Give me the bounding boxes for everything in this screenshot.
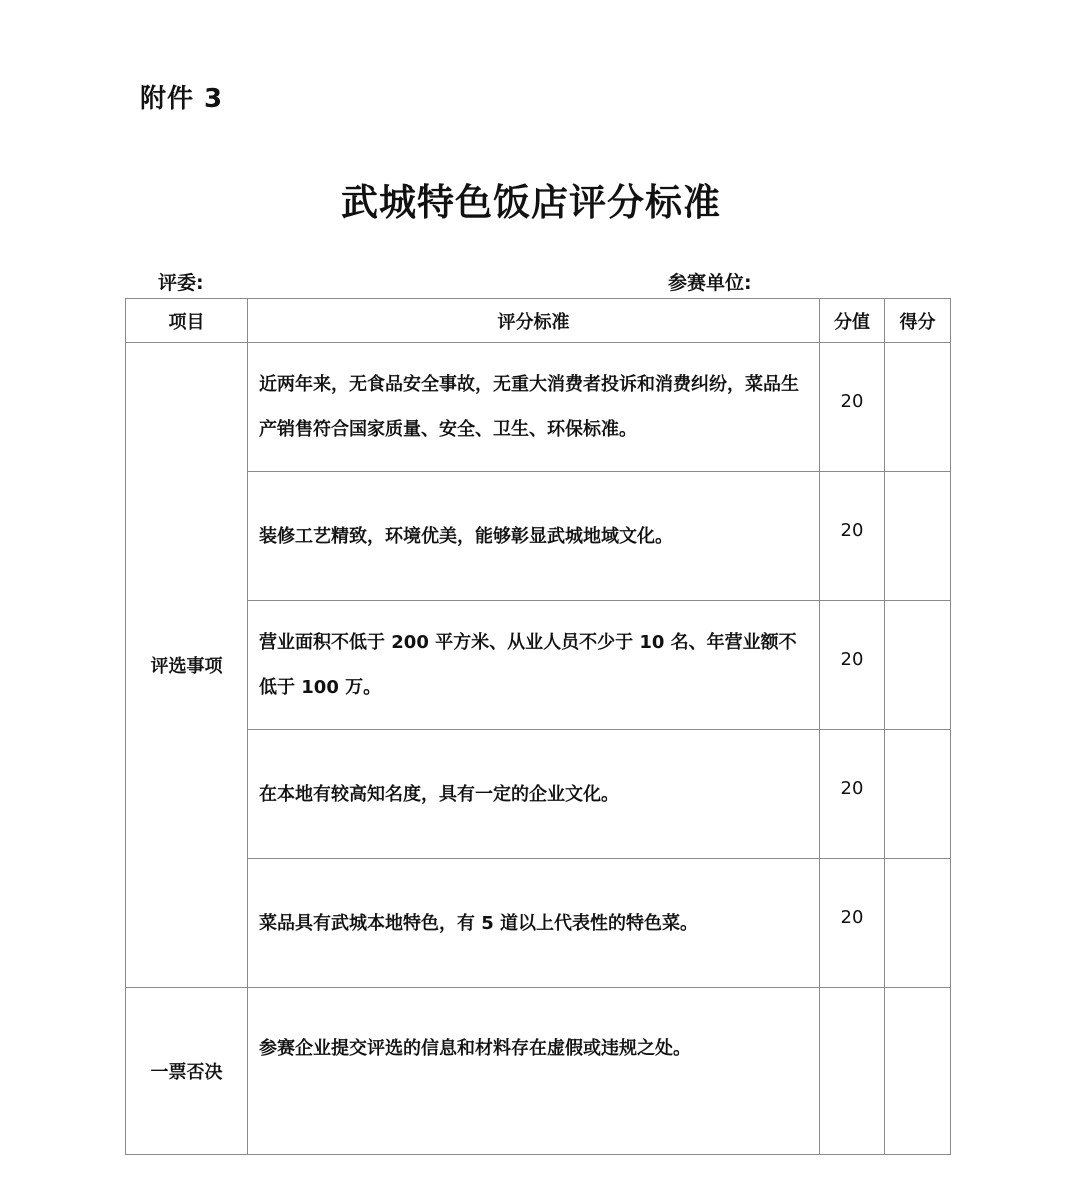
score-cell[interactable]: [885, 859, 951, 988]
table-row: [126, 601, 951, 730]
points-cell: [820, 859, 885, 988]
points-value: 20: [840, 906, 864, 928]
scoring-table: [125, 298, 951, 1155]
table-row: [126, 730, 951, 859]
criteria-cell: 装修工艺精致，环境优美，能够彰显武城地域文化。: [248, 472, 820, 601]
header-score: 得分: [885, 299, 951, 343]
points-value: 20: [840, 390, 864, 412]
score-cell[interactable]: [885, 343, 951, 472]
attachment-label: 附件 3: [140, 84, 224, 114]
criteria-cell: 参赛企业提交评选的信息和材料存在虚假或违规之处。: [248, 988, 820, 1155]
score-cell[interactable]: [885, 601, 951, 730]
points-cell: [820, 988, 885, 1155]
points-cell: [820, 730, 885, 859]
table-row: [126, 859, 951, 988]
unit-label: 参赛单位:: [668, 272, 752, 294]
table-row: [126, 343, 951, 472]
criteria-cell: 在本地有较高知名度，具有一定的企业文化。: [248, 730, 820, 859]
table-row: [126, 472, 951, 601]
header-criteria: 评分标准: [248, 299, 820, 343]
criteria-cell: 菜品具有武城本地特色，有 5 道以上代表性的特色菜。: [248, 859, 820, 988]
table-row: [126, 988, 951, 1155]
criteria-cell: 营业面积不低于 200 平方米、从业人员不少于 10 名、年营业额不低于 100 万。: [248, 601, 820, 730]
points-value: 20: [840, 519, 864, 541]
points-cell: [820, 343, 885, 472]
score-cell[interactable]: [885, 988, 951, 1155]
header-points: 分值: [820, 299, 885, 343]
score-cell[interactable]: [885, 730, 951, 859]
points-value: 20: [840, 648, 864, 670]
criteria-cell: 近两年来，无食品安全事故，无重大消费者投诉和消费纠纷，菜品生产销售符合国家质量、安全、卫生、环保标准。: [248, 343, 820, 472]
document-title: 武城特色饭店评分标准: [341, 181, 721, 224]
score-cell[interactable]: [885, 472, 951, 601]
judge-label: 评委:: [158, 272, 204, 294]
header-item: 项目: [126, 299, 248, 343]
item-veto: 一票否决: [126, 988, 248, 1155]
points-value: 20: [840, 777, 864, 799]
table-header-row: [126, 299, 951, 343]
item-evaluation: 评选事项: [126, 343, 248, 988]
points-cell: [820, 472, 885, 601]
points-cell: [820, 601, 885, 730]
